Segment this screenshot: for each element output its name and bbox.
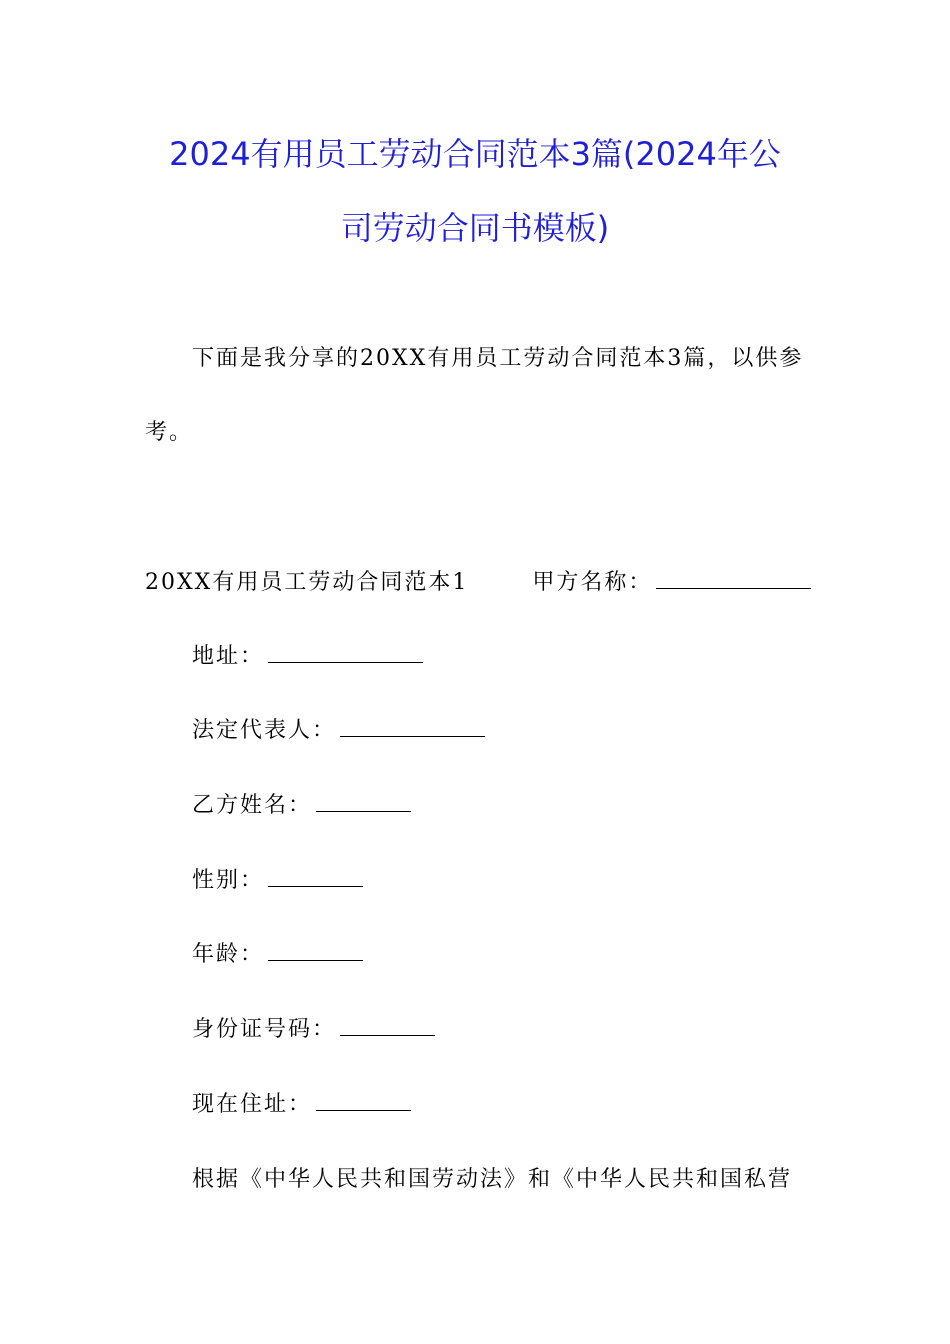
document-title-line-1: 2024有用员工劳动合同范本3篇(2024年公 — [169, 135, 781, 173]
id-number-blank — [340, 1017, 435, 1036]
legal-basis-line: 根据《中华人民共和国劳动法》和《中华人民共和国私营 — [192, 1167, 793, 1192]
address-blank — [268, 644, 423, 663]
party-b-name-blank — [316, 793, 411, 812]
contract-heading-row — [145, 568, 811, 598]
document-title-line-2: 司劳动合同书模板) — [340, 209, 610, 247]
legal-rep-row — [192, 716, 485, 746]
age-blank — [268, 942, 363, 961]
age-row — [192, 940, 363, 970]
legal-rep-blank — [340, 718, 485, 737]
intro-line-2: 考。 — [145, 420, 194, 445]
gender-label: 性别： — [192, 868, 265, 893]
party-b-name-label: 乙方姓名： — [192, 793, 313, 818]
age-label: 年龄： — [192, 942, 265, 967]
intro-line-1: 下面是我分享的20XX有用员工劳动合同范本3篇，以供参 — [192, 346, 804, 371]
current-address-label: 现在住址： — [192, 1092, 313, 1117]
legal-rep-label: 法定代表人： — [192, 718, 337, 743]
id-number-label: 身份证号码： — [192, 1017, 337, 1042]
party-b-name-row — [192, 791, 411, 821]
current-address-row — [192, 1090, 411, 1120]
party-a-name-blank — [656, 570, 811, 589]
gender-blank — [268, 868, 363, 887]
address-row — [192, 642, 423, 672]
contract-heading: 20XX有用员工劳动合同范本1 — [145, 570, 469, 595]
gender-row — [192, 866, 363, 896]
id-number-row — [192, 1015, 435, 1045]
current-address-blank — [316, 1092, 411, 1111]
party-a-name-label: 甲方名称： — [532, 570, 653, 595]
address-label: 地址： — [192, 644, 265, 669]
